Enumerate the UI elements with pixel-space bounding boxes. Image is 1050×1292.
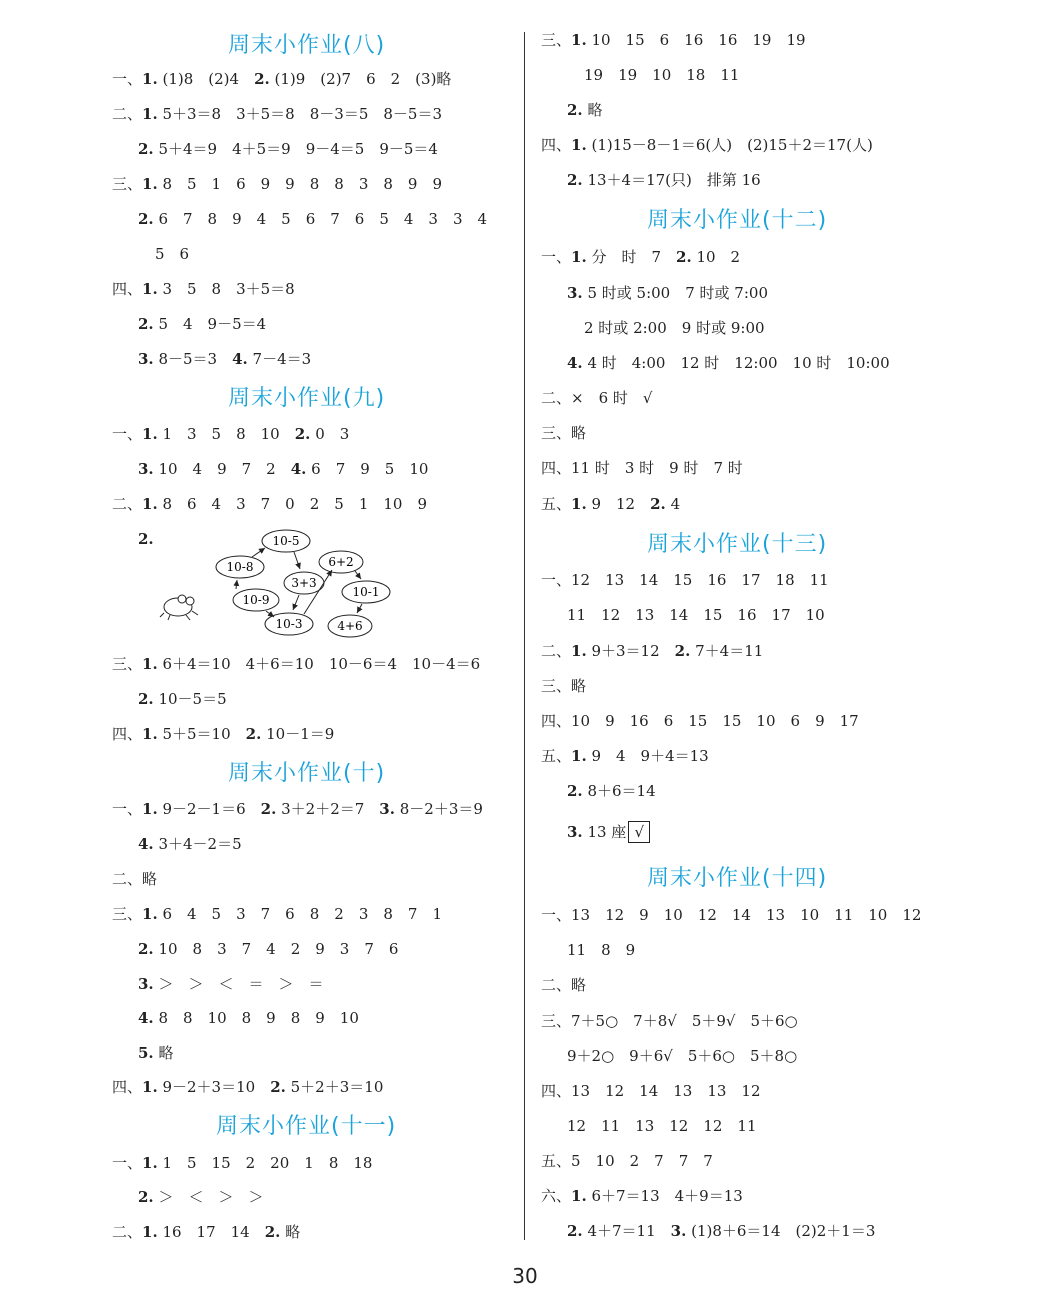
- frog-path-diagram: [152, 525, 412, 645]
- section-title-12: 周末小作业(十二): [647, 208, 828, 233]
- answer-line: 2. 6 7 8 9 4 5 6 7 6 5 4 3 3 4: [138, 210, 488, 228]
- answer-line: 六、1. 6＋7＝13 4＋9＝13: [541, 1187, 743, 1205]
- answer-line: 4. 8 8 10 8 9 8 9 10: [138, 1009, 359, 1027]
- answer-line: 三、1. 6 4 5 3 7 6 8 2 3 8 7 1: [112, 905, 442, 923]
- answer-line: 二、1. 9＋3＝12 2. 7＋4＝11: [541, 642, 764, 660]
- diagram-node: 10-8: [226, 560, 254, 574]
- answer-line: 四、1. 5＋5＝10 2. 10－1＝9: [112, 725, 335, 743]
- answer-line: 三、略: [541, 424, 587, 442]
- answer-line: 二、× 6 时 √: [541, 389, 653, 407]
- answer-line: 二、1. 5＋3＝8 3＋5＝8 8－3＝5 8－5＝3: [112, 105, 442, 123]
- answer-line: 4. 4 时 4:00 12 时 12:00 10 时 10:00: [567, 354, 890, 372]
- answer-line: 2. 4＋7＝11 3. (1)8＋6＝14 (2)2＋1＝3: [567, 1222, 876, 1240]
- frog-icon: [160, 595, 198, 620]
- diagram-node: 10-3: [275, 617, 303, 631]
- answer-line: 三、略: [541, 677, 587, 695]
- answer-line: 2. 10 8 3 7 4 2 9 3 7 6: [138, 940, 399, 958]
- answer-line: 三、1. 8 5 1 6 9 9 8 8 3 8 9 9: [112, 175, 442, 193]
- answer-line: 2.: [138, 530, 154, 548]
- answer-line: 2. 8＋6＝14: [567, 782, 656, 800]
- diagram-node: 10-9: [242, 593, 270, 607]
- answer-line: 二、略: [541, 976, 587, 994]
- answer-line: 5 6: [155, 245, 190, 263]
- answer-line: 一、1. 分 时 7 2. 10 2: [541, 248, 741, 266]
- answer-line: 五、1. 9 12 2. 4: [541, 495, 681, 513]
- answer-line: 五、5 10 2 7 7 7: [541, 1152, 713, 1170]
- answer-line: 一、12 13 14 15 16 17 18 11: [541, 571, 829, 589]
- section-title-11: 周末小作业(十一): [216, 1114, 397, 1139]
- answer-line: 四、13 12 14 13 13 12: [541, 1082, 761, 1100]
- answer-line: 五、1. 9 4 9＋4＝13: [541, 747, 709, 765]
- answer-line: 2. 5＋4＝9 4＋5＝9 9－4＝5 9－5＝4: [138, 140, 438, 158]
- answer-line: 四、10 9 16 6 15 15 10 6 9 17: [541, 712, 859, 730]
- answer-line: 11 8 9: [567, 941, 636, 959]
- answer-line: 2. 略: [567, 101, 603, 119]
- section-title-9: 周末小作业(九): [228, 386, 386, 411]
- check-box: √: [628, 821, 650, 843]
- answer-line: 一、1. 1 3 5 8 10 2. 0 3: [112, 425, 350, 443]
- section-title-10: 周末小作业(十): [228, 761, 386, 786]
- answer-line: 四、1. 9－2＋3＝10 2. 5＋2＋3＝10: [112, 1078, 384, 1096]
- diagram-node: 6+2: [328, 555, 354, 569]
- column-divider: [524, 32, 525, 1240]
- answer-line: 3. ＞ ＞ ＜ ＝ ＞ ＝: [138, 975, 324, 993]
- section-title-14: 周末小作业(十四): [647, 866, 828, 891]
- answer-line: 三、7＋5○ 7＋8√ 5＋9√ 5＋6○: [541, 1012, 798, 1030]
- answer-line: 二、1. 16 17 14 2. 略: [112, 1223, 301, 1241]
- diagram-node: 4+6: [337, 619, 363, 633]
- answer-line: 3. 8－5＝3 4. 7－4＝3: [138, 350, 312, 368]
- diagram-node: 10-1: [352, 585, 380, 599]
- answer-line: 2 时或 2:00 9 时或 9:00: [584, 319, 765, 337]
- answer-line: 3. 13 座 √: [541, 821, 650, 843]
- answer-line: 一、1. 1 5 15 2 20 1 8 18: [112, 1154, 373, 1172]
- answer-line: 二、1. 8 6 4 3 7 0 2 5 1 10 9: [112, 495, 427, 513]
- answer-line: 12 11 13 12 12 11: [567, 1117, 757, 1135]
- answer-line: 3. 10 4 9 7 2 4. 6 7 9 5 10: [138, 460, 429, 478]
- answer-line: 9＋2○ 9＋6√ 5＋6○ 5＋8○: [567, 1047, 798, 1065]
- diagram-node: 10-5: [272, 534, 300, 548]
- answer-line: 11 12 13 14 15 16 17 10: [567, 606, 825, 624]
- answer-line: 三、1. 6＋4＝10 4＋6＝10 10－6＝4 10－4＝6: [112, 655, 481, 673]
- answer-line: 4. 3＋4－2＝5: [138, 835, 242, 853]
- answer-line: 四、1. (1)15－8－1＝6(人) (2)15＋2＝17(人): [541, 136, 873, 154]
- answer-line: 四、1. 3 5 8 3＋5＝8: [112, 280, 295, 298]
- answer-line: 四、11 时 3 时 9 时 7 时: [541, 459, 743, 477]
- diagram-node: 3+3: [291, 576, 317, 590]
- section-title-8: 周末小作业(八): [228, 33, 386, 58]
- answer-line: 3. 5 时或 5:00 7 时或 7:00: [567, 284, 768, 302]
- answer-line: 2. 10－5＝5: [138, 690, 227, 708]
- answer-line: 2. ＞ ＜ ＞ ＞: [138, 1188, 264, 1206]
- answer-line: 一、1. (1)8 (2)4 2. (1)9 (2)7 6 2 (3)略: [112, 70, 452, 88]
- answer-line: 2. 5 4 9－5＝4: [138, 315, 267, 333]
- answer-line: 一、1. 9－2－1＝6 2. 3＋2＋2＝7 3. 8－2＋3＝9: [112, 800, 483, 818]
- section-title-13: 周末小作业(十三): [647, 532, 828, 557]
- answer-line: 一、13 12 9 10 12 14 13 10 11 10 12: [541, 906, 922, 924]
- answer-line: 19 19 10 18 11: [584, 66, 740, 84]
- answer-line: 2. 13＋4＝17(只) 排第 16: [567, 171, 761, 189]
- answer-line: 5. 略: [138, 1044, 174, 1062]
- page-number: 30: [512, 1264, 538, 1288]
- answer-line: 二、略: [112, 870, 158, 888]
- answer-line: 三、1. 10 15 6 16 16 19 19: [541, 31, 806, 49]
